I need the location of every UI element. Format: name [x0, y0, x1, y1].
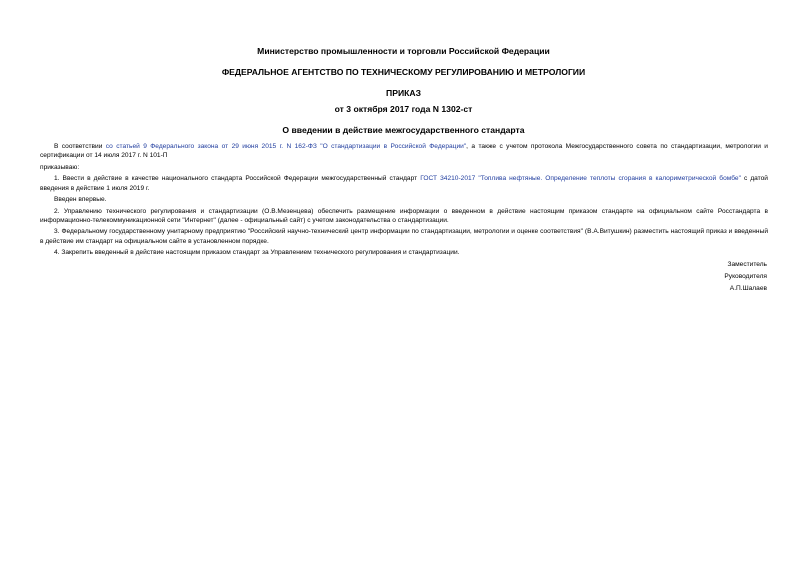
document-subject: О введении в действие межгосударственного стандарта [282, 125, 525, 135]
item-1-paragraph [40, 174, 768, 193]
signature-position-2: Руководителя [724, 273, 767, 281]
signature-position-1: Заместитель [727, 261, 767, 268]
signature-block [724, 259, 767, 296]
document-type: ПРИКАЗ [386, 88, 421, 98]
item-1-text-2: с датой введения в действие 1 июля 2019 г. [40, 175, 768, 192]
agency-title: ФЕДЕРАЛЬНОЕ АГЕНТСТВО ПО ТЕХНИЧЕСКОМУ РЕГУЛИРОВАНИЮ И МЕТРОЛОГИИ [221, 67, 586, 77]
signature-name: А.П.Шалаев [729, 285, 767, 293]
item-2-paragraph: 2. Управлению технического регулирования и стандартизации (О.В.Мезенцева) обеспечить размещение информации о введенном в действие настоящим приказом стандарте на официальном сайте Росстандарта в информационно-телекоммуникационной сети "Интернет" (далее - официальный сайт) с учетом законодательства о стандартизации. [40, 207, 768, 224]
law-link[interactable]: со статьей 9 Федерального закона от 29 июня 2015 г. N 162-ФЗ "О стандартизации в Российской Федерации" [105, 143, 467, 150]
item-3-paragraph: 3. Федеральному государственному унитарному предприятию "Российский научно-технический центр информации по стандартизации, метрологии и оценке соответствия" (В.А.Витушкин) разместить настоящий приказ и введенный в действие им стандарт на официальном сайте в установленном порядке. [40, 228, 768, 245]
order-word: приказываю: [40, 163, 80, 171]
document-date-number: от 3 октября 2017 года N 1302-ст [334, 104, 473, 114]
item-1-text-1: 1. Ввести в действие в качестве национального стандарта Российской Федерации межгосударственный стандарт [54, 175, 421, 183]
preamble-text-2: , а также с учетом протокола Межгосударственного совета по стандартизации, метрологии и сертификации от 14 июля 2017 г. N 101-П [40, 143, 768, 160]
standard-link[interactable]: ГОСТ 34210-2017 "Топлива нефтяные. Определение теплоты сгорания в калориметрической бомбе" [420, 175, 741, 183]
item-4-paragraph: 4. Закрепить введенный в действие настоящим приказом стандарт за Управлением технического регулирования и стандартизации. [54, 249, 460, 257]
document-body [40, 142, 768, 260]
preamble-text-1: В соответствии [54, 143, 106, 150]
preamble-paragraph [40, 142, 768, 161]
ministry-title: Министерство промышленности и торговли Российской Федерации [257, 46, 550, 56]
intro-note: Введен впервые. [54, 196, 107, 204]
